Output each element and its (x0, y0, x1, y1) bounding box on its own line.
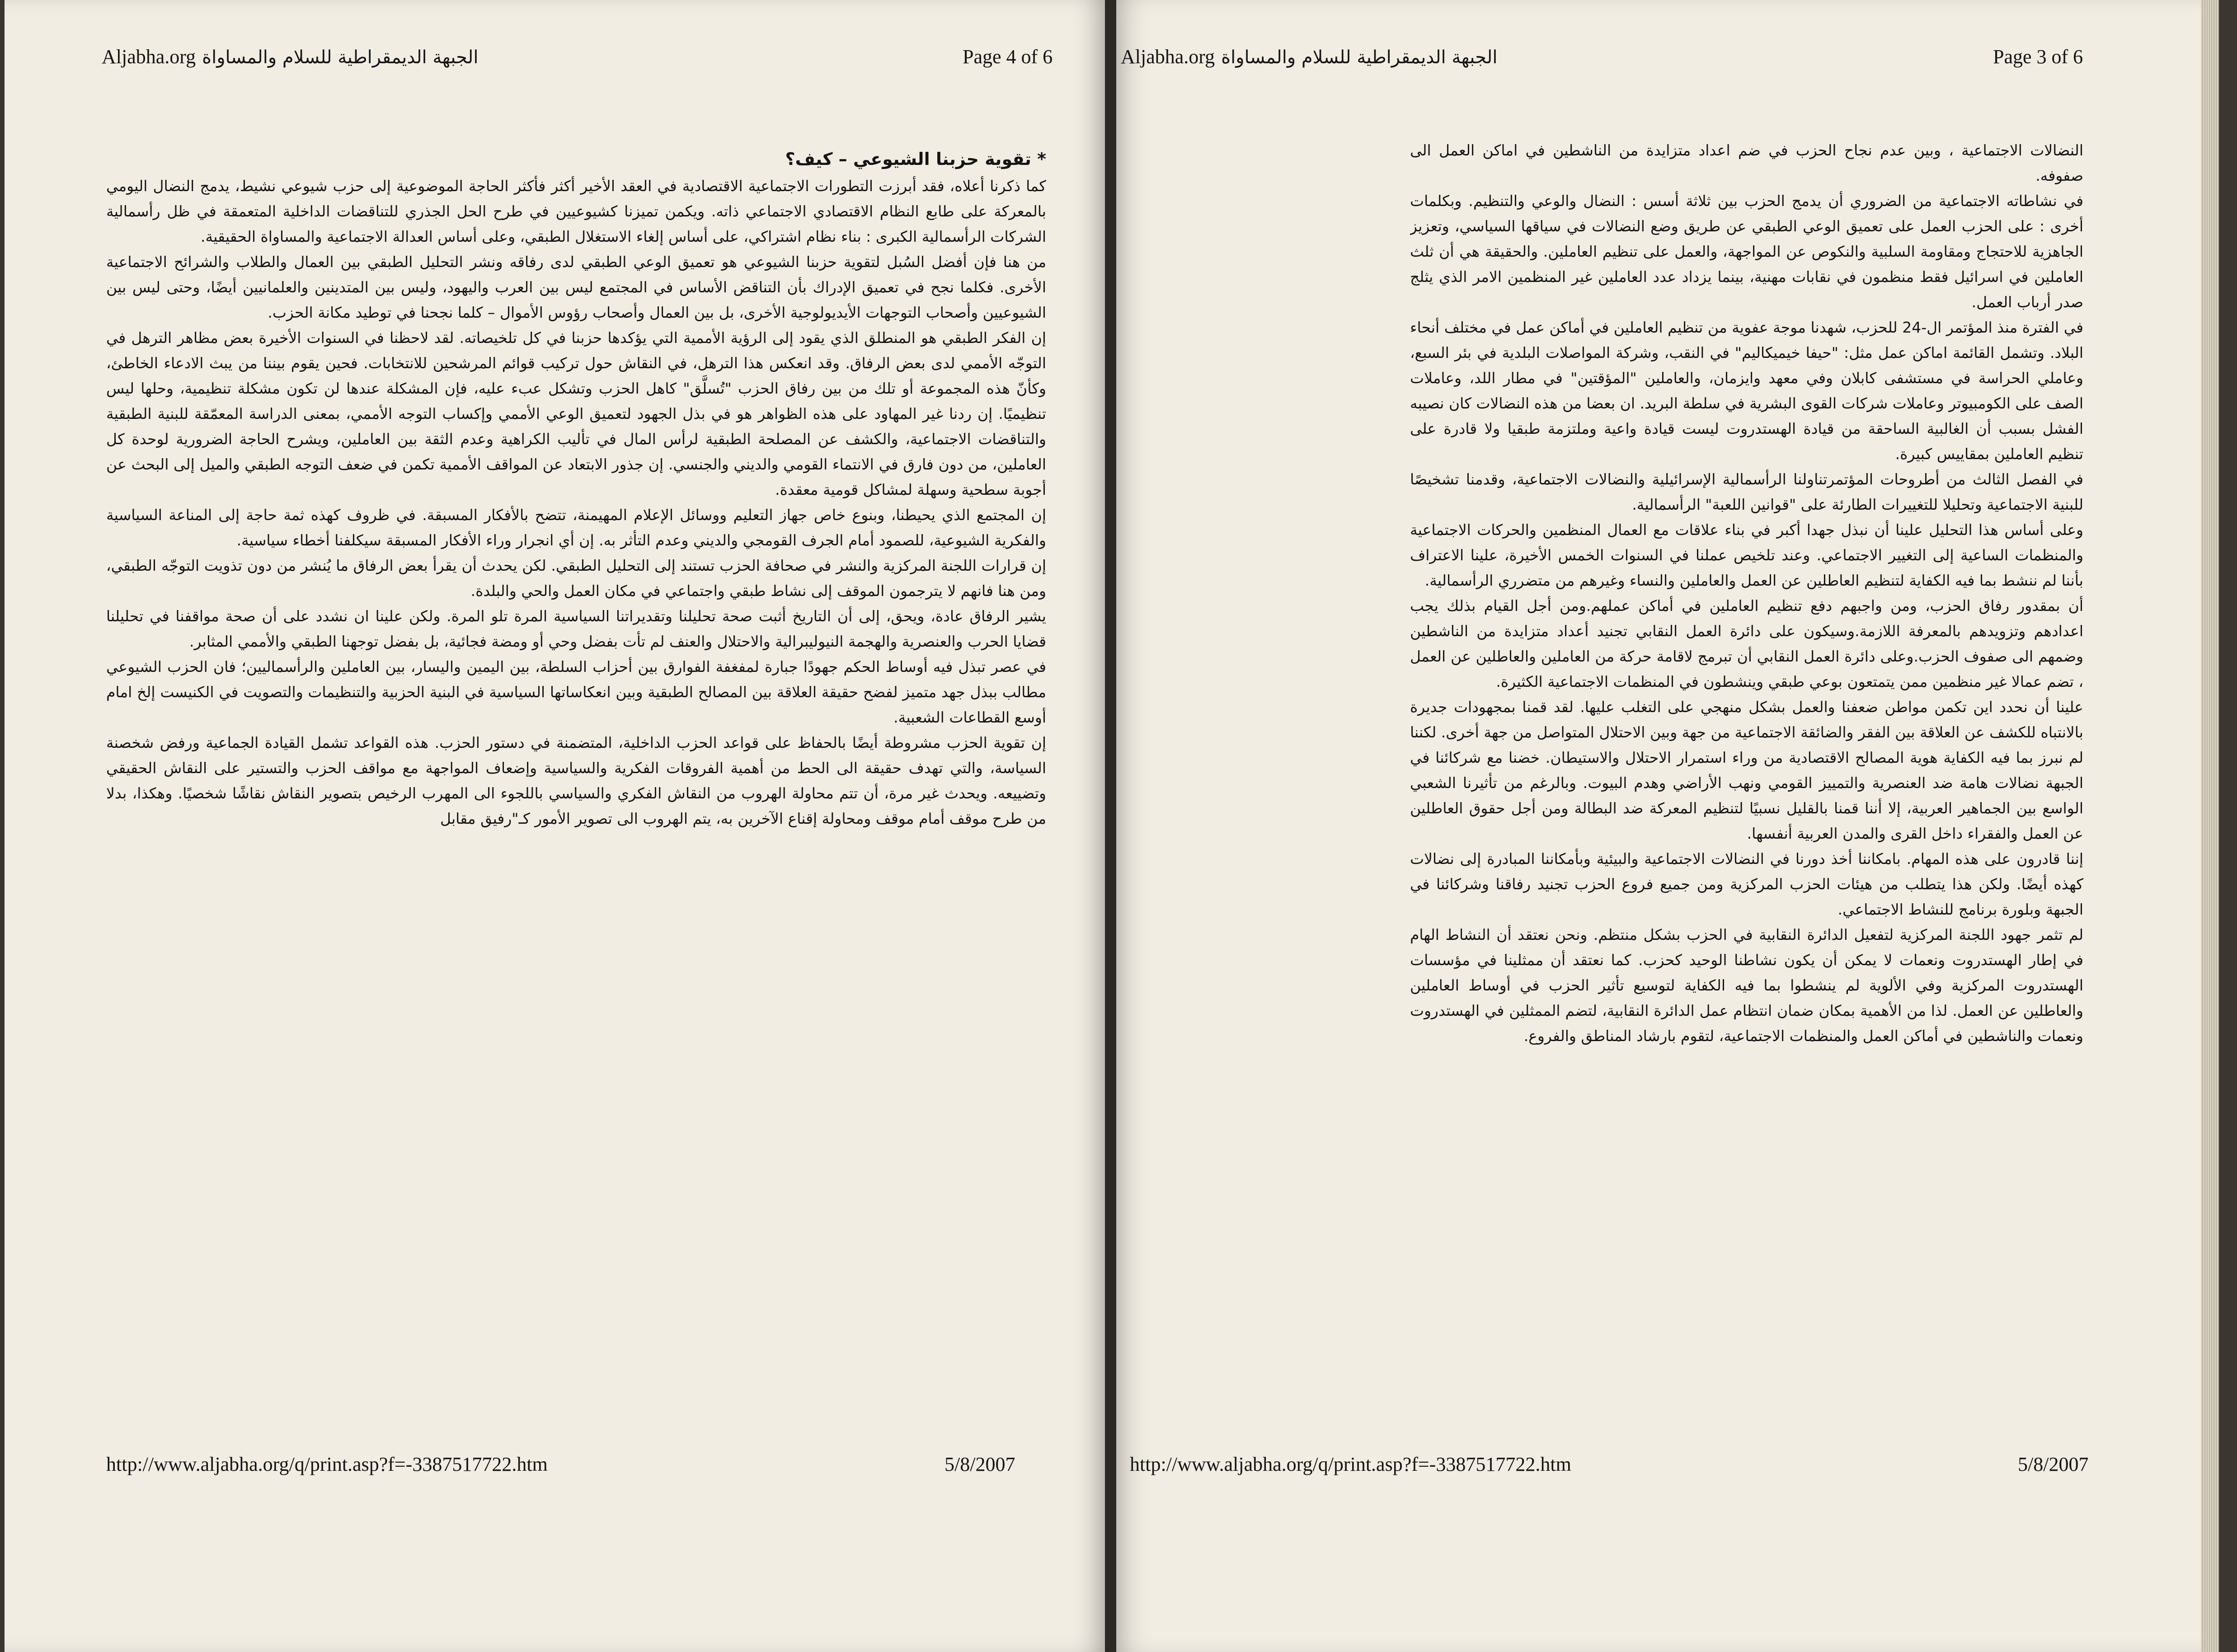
header-org-name: الجبهة الديمقراطية للسلام والمساواة (1221, 47, 1498, 68)
header-site (102, 45, 478, 68)
header-site-name: Aljabha.org (102, 46, 196, 68)
paragraph: إن قرارات اللجنة المركزية والنشر في صحافة الحزب تستند إلى التحليل الطبقي. لكن يحدث أن يقرأ بعض الرفاق ما يُنشر من دون تذويت التوجّه الطبقي، ومن هنا فانهم لا يترجمون الموقف إلى نشاط طبقي واجتماعي في مكان العمل والحي والبلدة. (106, 557, 1046, 600)
paragraph: أن بمقدور رفاق الحزب، ومن واجبهم دفع تنظيم العاملين في أماكن عملهم.ومن أجل القيام بذلك يجب اعدادهم وتزويدهم بالمعرفة اللازمة.وسيكون على دائرة العمل النقابي تجنيد أعداد متزايدة من الناشطين وضمهم الى صفوف الحزب.وعلى دائرة العمل النقابي أن تبرمج لاقامة حركة من العاملين والعاطلين عن العمل ، تضم عمالا غير منظمين ممن يتمتعون بوعي طبقي وينشطون في المنظمات الاجتماعية الكثيرة. (1410, 597, 2083, 690)
paragraph: النضالات الاجتماعية ، وبين عدم نجاح الحزب في ضم اعداد متزايدة من الناشطين في اماكن العمل الى صفوفه. (1410, 141, 2083, 184)
paragraph: من هنا فإن أفضل السُبل لتقوية حزبنا الشيوعي هو تعميق الوعي الطبقي لدى رفاقه ونشر التحليل الطبقي بين العمال والطلاب والشرائح الاجتماعية الأخرى. فكلما نجح في تعميق الإدراك بأن التناقض الأساس في المجتمع ليس بين العرب واليهود، وليس بين المتدينين والعلمانيين أيضًا، وحتى ليس بين الشيوعيين وأصحاب التوجهات الأيديولوجية الأخرى، بل بين العمال وأصحاب رؤوس الأموال – كلما نجحنا في توطيد مكانة الحزب. (106, 253, 1046, 321)
paragraph: كما ذكرنا أعلاه، فقد أبرزت التطورات الاجتماعية الاقتصادية في العقد الأخير أكثر فأكثر الحاجة الموضوعية إلى حزب شيوعي نشيط، يدمج النضال اليومي بالمعركة على طابع النظام الاقتصادي الاجتماعي ذاته. ويكمن تميزنا كشيوعيين في طرح الحل الجذري للتناقضات الداخلية المتعمقة في ظل رأسمالية الشركات الرأسمالية الكبرى : بناء نظام اشتراكي، على أساس إلغاء الاستغلال الطبقي، وعلى أساس العدالة الاجتماعية والمساواة الحقيقية. (106, 177, 1046, 245)
left-page (5, 0, 1105, 1652)
footer-date: 5/8/2007 (945, 1453, 1015, 1475)
header-site (1121, 45, 1497, 68)
paragraph: وعلى أساس هذا التحليل علينا أن نبذل جهدا أكبر في بناء علاقات مع العمال المنظمين والحركات الاجتماعية والمنظمات الساعية إلى التغيير الاجتماعي. وعند تلخيص عملنا في السنوات الخمس الأخيرة، علينا الاعتراف بأننا لم ننشط بما فيه الكفاية لتنظيم العاطلين عن العمل والعاملين والنساء وغيرهم من متضرري الرأسمالية. (1410, 521, 2083, 589)
header-page-number: Page 4 of 6 (963, 46, 1053, 68)
paragraph: لم تثمر جهود اللجنة المركزية لتفعيل الدائرة النقابية في الحزب بشكل منتظم. ونحن نعتقد أن النشاط الهام في إطار الهستدروت ونعمات لا يمكن أن يكون نشاطنا الوحيد كحزب. كما نعتقد أن ممثلينا في مؤسسات الهستدروت المركزية وفي الألوية لم ينشطوا بما فيه الكفاية لتوسيع تأثير الحزب في أوساط العاملين والعاطلين عن العمل. لذا من الأهمية بمكان ضمان انتظام عمل الدائرة النقابية، لتضم الممثلين في الهستدروت ونعمات والناشطين في أماكن العمل والمنظمات الاجتماعية، لتقوم بارشاد المناطق والفروع. (1410, 926, 2083, 1045)
paragraph: علينا أن نحدد اين تكمن مواطن ضعفنا والعمل بشكل منهجي على التغلب عليها. لقد قمنا بمجهودات جديرة بالانتباه للكشف عن العلاقة بين الفقر والضائقة الاجتماعية من جهة وبين الاحتلال المتواصل من جهة أخرى. لكننا لم نبرز بما فيه الكفاية هوية المصالح الاقتصادية من وراء استمرار الاحتلال والاستيطان. خضنا مع شركائنا في الجبهة نضالات هامة ضد العنصرية والتمييز القومي ونهب الأراضي وهدم البيوت. وبالرغم من تأثيرنا الشعبي الواسع بين الجماهير العربية، إلا أننا قمنا بالقليل نسبيًا لتنظيم المعركة ضد البطالة ومن أجل حقوق العاطلين عن العمل والفقراء داخل القرى والمدن العربية أنفسها. (1410, 698, 2083, 842)
header-site-name: Aljabha.org (1121, 46, 1215, 68)
paragraph: إن تقوية الحزب مشروطة أيضًا بالحفاظ على قواعد الحزب الداخلية، المتضمنة في دستور الحزب. هذه القواعد تشمل القيادة الجماعية ورفض شخصنة السياسة، والتي تهدف حقيقة الى الحط من أهمية الفروقات الفكرية والسياسية وإضعاف المواجهة مع مواقف الحزب والتستير على النقاش الحقيقي وتضييعه. ويحدث غير مرة، أن تتم محاولة الهروب من النقاش الفكري والسياسي باللجوء الى المهرب الرخيص بتصوير النقاش نقاشًا شخصيًا. وهكذا، بدلا من طرح موقف أمام موقف ومحاولة إقناع الآخرين به، يتم الهروب الى تصوير الأمور كـ"رفيق مقابل (106, 734, 1046, 827)
footer-url: http://www.aljabha.org/q/print.asp?f=-3387517722.htm (106, 1453, 548, 1475)
paragraph: في الفترة منذ المؤتمر ال-24 للحزب، شهدنا موجة عفوية من تنظيم العاملين في أماكن عمل في مختلف أنحاء البلاد. وتشمل القائمة اماكن عمل مثل: "حيفا خيميكاليم" في النقب، وشركة المواصلات البلدية في بئر السبع، وعاملي الحراسة في مستشفى كابلان وفي معهد وايزمان، والعاملين "المؤقتين" في مطار اللد، وعاملات الصف على الكومبيوتر وعاملات شركات القوى البشرية في سلطة البريد. ان بعضا من هذه النضالات كان نصيبه الفشل بسبب أن الغالبية الساحقة من قيادة الهستدروت ليست قيادة واعية وملتزمة طبقيا ولا قادرة على تنظيم العاملين بمقاييس كبيرة. (1410, 319, 2083, 463)
header-page-number: Page 3 of 6 (1993, 46, 2083, 68)
article-body (1410, 138, 2083, 1349)
book-gutter (1105, 0, 1116, 1652)
paragraph: إن المجتمع الذي يحيطنا، وبنوع خاص جهاز التعليم ووسائل الإعلام المهيمنة، تتضح بالأفكار المسبقة. في ظروف كهذه ثمة حاجة إلى المناعة السياسية والفكرية الشيوعية، للصمود أمام الجرف القومجي والديني وعدم التأثر به. إن أي انجرار وراء الأفكار المسبقة سيكلفنا أخطاء سياسية. (106, 506, 1046, 549)
right-page (1116, 0, 2219, 1652)
paragraph: إننا قادرون على هذه المهام. بامكاننا أخذ دورنا في النضالات الاجتماعية والبيئية وبأمكاننا المبادرة إلى نضالات كهذه أيضًا. ولكن هذا يتطلب من هيئات الحزب المركزية ومن جميع فروع الحزب تجنيد رفاقنا وشركائنا في الجبهة وبلورة برنامج للنشاط الاجتماعي. (1410, 850, 2083, 918)
paragraph: يشير الرفاق عادة، ويحق، إلى أن التاريخ أثبت صحة تحليلنا وتقديراتنا السياسية المرة تلو المرة. ولكن علينا ان نشدد على أن صحة مواقفنا في تحليلنا قضايا الحرب والعنصرية والهجمة النيوليبرالية والاحتلال والعنف لم تأت بفضل وحي أو ومضة فجائية، بل بفضل توجهنا الطبقي والأممي المثابر. (106, 607, 1046, 650)
paragraph: في عصر تبذل فيه أوساط الحكم جهودًا جبارة لمفغفة الفوارق بين أحزاب السلطة، بين اليمين واليسار، بين العاملين والرأسماليين؛ فان الحزب الشيوعي مطالب ببذل جهد متميز لفضح حقيقة العلاقة بين المصالح الطبقية وبين انعكاساتها السياسية في البنية الحزبية والتنظيمات والتصويت في الكنيست إلخ امام أوسع القطاعات الشعبية. (106, 658, 1046, 726)
paragraph: في الفصل الثالث من أطروحات المؤتمرتناولنا الرأسمالية الإسرائيلية والنضالات الاجتماعية، وقدمنا تشخيصًا للبنية الاجتماعية وتحليلا للتغييرات الطارئة على "قوانين اللعبة" الرأسمالية. (1410, 470, 2083, 513)
footer-date: 5/8/2007 (2018, 1453, 2089, 1475)
article-body (106, 145, 1046, 1401)
paragraph: إن الفكر الطبقي هو المنطلق الذي يقود إلى الرؤية الأممية التي يؤكدها حزبنا في كل تلخيصاته. لقد لاحظنا في السنوات الأخيرة بعض مظاهر الترهل في التوجّه الأممي لدى بعض الرفاق. وقد انعكس هذا الترهل، في النقاش حول تركيب قوائم المرشحين للانتخابات. فحين يقوم بيننا من يبث الادعاء الخاطئ، وكأنّ هذه المجموعة أو تلك من بين رفاق الحزب "تُسلَّق" كاهل الحزب وتشكل عبء عليه، فإن المشكلة عندها لن تكون مشكلة تنظيمية، وحلها ليس تنظيميًا. إن ردنا غير المهاود على هذه الظواهر هو في بذل الجهود لتعميق الوعي الأممي وإكساب التوجه الأممي، بمعنى الدراسة المعمّقة للبنية الطبقية والتناقضات الاجتماعية، والكشف عن المصلحة الطبقية لرأس المال في تأليب الكراهية وعدم الثقة بين العاملين، ويشرح الحاجة الضرورية لوحدة كل العاملين، من دون فارق في الانتماء القومي والديني والجنسي. إن جذور الابتعاد عن المواقف الأممية تكمن في ضعف التوجه الطبقي والميل إلى البحث عن أجوبة سطحية وسهلة لمشاكل قومية معقدة. (106, 329, 1046, 498)
section-title: * تقوية حزبنا الشيوعي – كيف؟ (785, 149, 1046, 169)
paragraph: في نشاطاته الاجتماعية من الضروري أن يدمج الحزب بين ثلاثة أسس : النضال والوعي والتنظيم. وبكلمات أخرى : على الحزب العمل على تعميق الوعي الطبقي عن طريق وضع النضالات في سياقها السياسي، وتعزيز الجاهزية للاحتجاج ومقاومة السلبية والنكوص عن المواجهة، والعمل على تنظيم العاملين. والحقيقة هي أن ثلث العاملين في اسرائيل فقط منظمون في نقابات مهنية، بينما يزداد عدد العاملين غير المنظمين الامر الذي يثلج صدر أرباب العمل. (1410, 192, 2083, 311)
footer-url: http://www.aljabha.org/q/print.asp?f=-3387517722.htm (1130, 1453, 1571, 1475)
header-org-name: الجبهة الديمقراطية للسلام والمساواة (202, 47, 479, 68)
page-stack-edge (2201, 0, 2219, 1652)
